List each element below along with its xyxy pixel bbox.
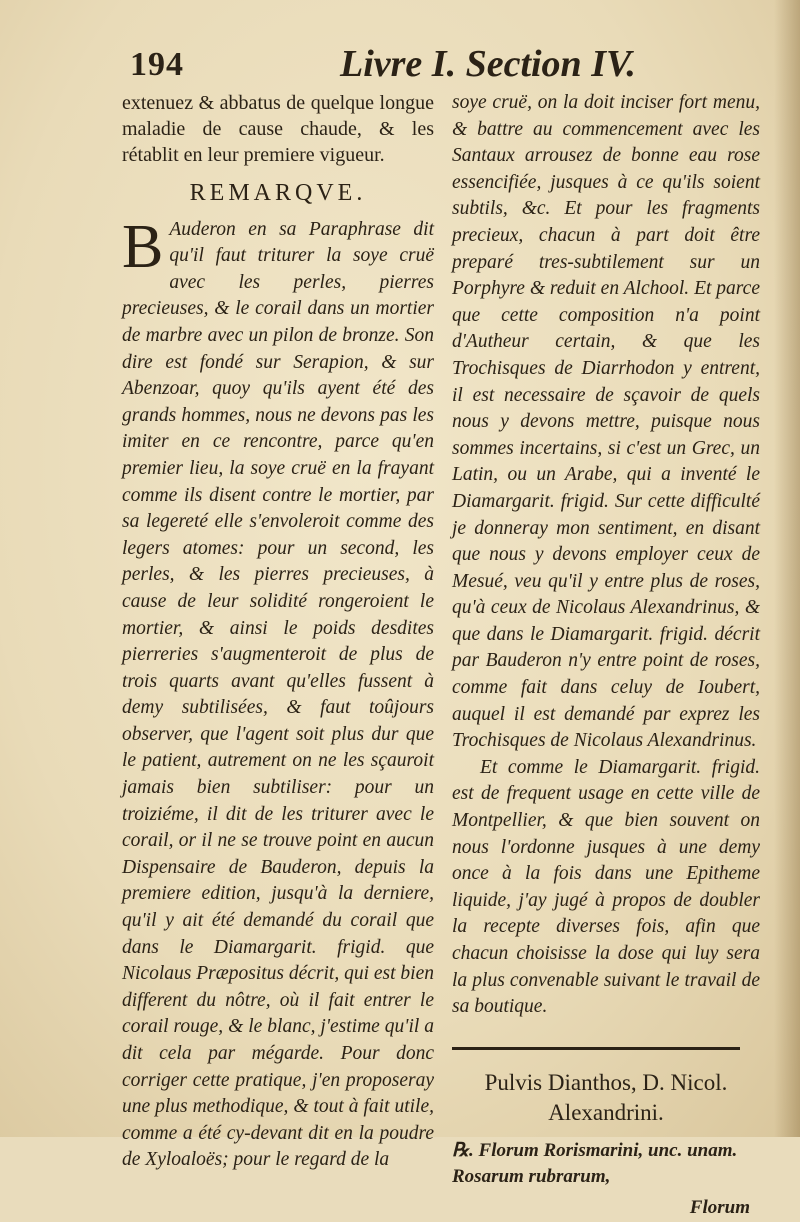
recipe-line-1: ℞. Florum Rorismarini, unc. unam. bbox=[452, 1139, 738, 1161]
right-column bbox=[452, 90, 760, 1222]
remarque-paragraph bbox=[122, 212, 434, 1174]
page-number: 194 bbox=[130, 46, 184, 83]
drop-cap: B bbox=[122, 212, 164, 281]
page-edge-shadow bbox=[774, 0, 800, 1137]
opening-text: extenuez & abbatus de quelque longue maladie de cause chaude, & les rétablit en leur premiere vigueur. bbox=[122, 92, 434, 166]
left-column bbox=[122, 90, 434, 1174]
recipe-title-line-1: Pulvis Dianthos, D. Nicol. bbox=[484, 1069, 728, 1095]
running-title: Livre I. Section IV. bbox=[340, 43, 636, 85]
catchword: Florum bbox=[689, 1196, 750, 1218]
remarque-text: Auderon en sa Paraphrase dit qu'il faut triturer la soye cruë avec les perles, pierres precieuses, & le corail dans un mortier de marbre avec un pilon de bronze. Son dire est fondé sur Serapion, & sur Abenzoar, quoy qu'ils ayent été des grands hommes, nous ne devons pas les imiter en ce rencontre, parce qu'en premier lieu, la soye cruë en la frayant comme ils disent contre le mortier, par sa legereté elle s'envoleroit comme des legers atomes: pour un second, les perles, & les pierres precieuses, à cause de leur solidité rongeroient le mortier, & ainsi le poids desdites pierreries s'augmenteroit de plus de trois quarts avant qu'elles fussent à demy subtilisées, & faut toûjours observer, que l'agent soit plus dur que le patient, autrement on ne les sçauroit jamais bien subtiliser: pour un troiziéme, il dit de les triturer avec le corail, or il ne se trouve point en aucun Dispensaire de Bauderon, depuis la premiere edition, jusqu'à la derniere, qu'il y ait été demandé du corail que dans le Diamargarit. frigid. que Nicolaus Præpositus décrit, qui est bien different du nôtre, où il fait entrer le corail rouge, & le blanc, j'estime qu'il a dit cela par mégarde. Pour donc corriger cette pratique, j'en proposeray une plus methodique, & tout à fait utile, comme a été cy-devant dit en la poudre de Xyloaloës; pour le regard de la bbox=[122, 218, 434, 1171]
continuation-text: soye cruë, on la doit inciser fort menu, & battre au commencement avec les Santaux arrousez de bonne eau rose essencifiée, jusques à ce qu'ils soient subtils, &c. Et pour les fragments precieux, chacun à part doit être preparé tres-subtilement sur un Porphyre & reduit en Alchool. Et parce que cette composition n'a point d'Autheur certain, & que les Trochisques de Diarrhodon y entrent, il est necessaire de sçavoir de quels nous y devons mettre, puisque nous sommes incertains, si c'est un Grec, un Latin, ou un Arabe, qui a inventé le Diamargarit. frigid. Sur cette difficulté je donneray mon sentiment, en disant que nous y devons employer ceux de Mesué, veu qu'il y entre plus de roses, qu'à ceux de Nicolaus Alexandrinus, & que dans le Diamargarit. frigid. décrit par Bauderon n'y entre point de roses, comme fait dans celuy de Ioubert, auquel il est demandé par exprez les Trochisques de Nicolaus Alexandrinus. bbox=[452, 92, 760, 752]
recipe-line-2: Rosarum rubrarum, bbox=[452, 1166, 611, 1188]
recipe-title bbox=[452, 1068, 760, 1128]
page-header bbox=[120, 40, 770, 90]
recipe-title-line-2: Alexandrini. bbox=[548, 1099, 664, 1125]
section-rule bbox=[452, 1047, 740, 1050]
remarque-heading: REMARQVE. bbox=[189, 180, 367, 206]
second-paragraph: Et comme le Diamargarit. frigid. est de frequent usage en cette ville de Montpellier, & que bien souvent on nous l'ordonne jusques à une demy once à la fois dans une Epitheme liquide, j'ay jugé à propos de doubler la recepte diverses fois, afin que chacun choisisse la dose qui luy sera la plus convenable suivant le travail de sa boutique. bbox=[452, 756, 760, 1018]
